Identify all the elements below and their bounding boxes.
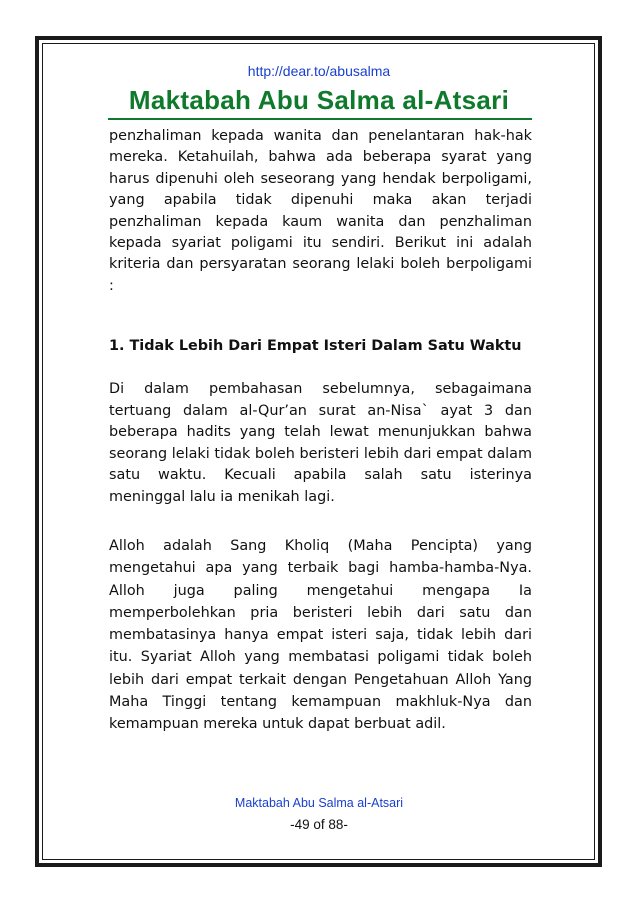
paragraph-section-2: Alloh adalah Sang Kholiq (Maha Pencipta) yang mengetahui apa yang terbaik bagi hamba-hamba-Nya. Alloh juga paling mengetahui mengapa Ia memperbolehkan pria beristeri lebih dari satu dan membatasinya hanya empat isteri saja, tidak lebih dari itu. Syariat Alloh yang membatasi poligami tidak boleh lebih dari empat terkait dengan Pengetahuan Alloh Yang Maha Tinggi tentang kemampuan makhluk-Nya dan kemampuan mereka untuk dapat berbuat adil. bbox=[109, 538, 532, 733]
header-divider bbox=[108, 118, 532, 120]
footer-publisher-name: Maktabah Abu Salma al-Atsari bbox=[234, 796, 404, 810]
header-title: Maktabah Abu Salma al-Atsari bbox=[128, 85, 510, 115]
footer-page-number: -49 of 88- bbox=[290, 817, 348, 832]
paragraph-section-1: Di dalam pembahasan sebelumnya, sebagaimana tertuang dalam al-Qur’an surat an-Nisa` ayat 3 dan beberapa hadits yang telah lewat menunjukkan bahwa seorang lelaki tidak boleh beristeri lebih dari empat dalam satu waktu. Kecuali apabila salah satu isterinya meninggal lalu ia menikah lagi. bbox=[109, 381, 532, 505]
paragraph-intro: penzhaliman kepada wanita dan penelantaran hak-hak mereka. Ketahuilah, bahwa ada beberapa syarat yang harus dipenuhi oleh seseorang yang hendak berpoligami, yang apabila tidak dipenuhi maka akan terjadi penzhaliman kepada kaum wanita dan penzhaliman kepada syariat poligami itu sendiri. Berikut ini adalah kriteria dan persyaratan seorang lelaki boleh berpoligami : bbox=[109, 128, 532, 294]
section-heading: 1. Tidak Lebih Dari Empat Isteri Dalam Satu Waktu bbox=[109, 338, 522, 354]
header-url-link[interactable]: http://dear.to/abusalma bbox=[247, 63, 391, 79]
